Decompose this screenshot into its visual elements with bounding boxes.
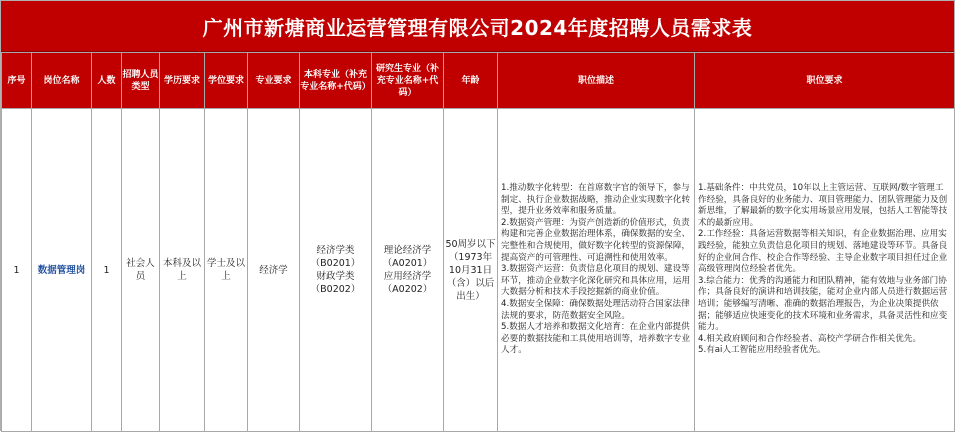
- sheet-title: 广州市新塘商业运营管理有限公司2024年度招聘人员需求表: [1, 1, 954, 52]
- header-major: 专业要求: [248, 53, 300, 109]
- job-req-item: 5.有ai人工智能应用经验者优先。: [698, 345, 826, 356]
- grad-major-line: 应用经济学: [383, 271, 432, 282]
- header-grad-major: 研究生专业（补充专业名称+代码）: [372, 53, 444, 109]
- job-desc-item: 3.数据资产运营：负责信息化项目的规划、建设等环节，推动企业数字化深化研究和具体应用，运用大数据分析和技术手段挖掘新的商业价值。: [501, 264, 691, 298]
- undergrad-major-line: 经济学类: [316, 245, 355, 256]
- header-job-desc: 职位描述: [498, 53, 695, 109]
- cell-age: 50周岁以下（1973年10月31日（含）以后出生）: [444, 109, 498, 432]
- grad-major-line: （A0202）: [382, 284, 433, 295]
- recruitment-table: [1, 52, 955, 432]
- grad-major-line: 理论经济学: [383, 245, 432, 256]
- header-recruit-type: 招聘人员类型: [122, 53, 160, 109]
- undergrad-major-line: 财政学类: [316, 271, 355, 282]
- cell-recruit-type: 社会人员: [122, 109, 160, 432]
- job-req-item: 2.工作经验：具备运营数据等相关知识，有企业数据治理、应用实践经验，能独立负责信息化项目的规划、落地建设等环节。具备良好的企业间合作、校企合作等经验、主导企业数字项目担任过企业高级管理岗位经验者优先。: [698, 229, 948, 275]
- undergrad-major-line: （B0202）: [310, 284, 361, 295]
- job-desc-item: 5.数据人才培养和数据文化培育：在企业内部提供必要的数据技能和工具使用培训等，培养数字专业人才。: [501, 322, 691, 356]
- cell-seq: 1: [2, 109, 32, 432]
- header-degree: 学位要求: [205, 53, 248, 109]
- job-req-item: 1.基础条件：中共党员，10年以上主管运营、互联网/数字管理工作经验，具备良好的业务能力、项目管理能力、团队管理能力及创新思维，了解最新的数字化实用场景应用发展，包括人工智能等技术的最新应用。: [698, 183, 948, 228]
- job-desc-item: 4.数据安全保障：确保数据处理活动符合国家法律法规的要求，防范数据安全风险。: [501, 298, 690, 321]
- header-age: 年龄: [444, 53, 498, 109]
- job-req-item: 4.相关政府顾问和合作经验者、高校产学研合作相关优先。: [698, 333, 922, 344]
- undergrad-major-line: （B0201）: [310, 258, 361, 269]
- table-row: [2, 109, 955, 432]
- grad-major-line: （A0201）: [382, 258, 433, 269]
- header-undergrad-major: 本科专业（补充专业名称+代码）: [300, 53, 372, 109]
- job-req-item: 3.综合能力：优秀的沟通能力和团队精神，能有效地与业务部门协作；具备良好的演讲和培训技能，能对企业内部人员进行数据运营培训；能够编写清晰、准确的数据治理报告，为企业决策提供依据；能够适应快速变化的技术环境和业务需求，具备灵活性和应变能力。: [698, 275, 948, 333]
- cell-post-name: 数据管理岗: [32, 109, 92, 432]
- header-job-req: 职位要求: [695, 53, 955, 109]
- cell-education: 本科及以上: [160, 109, 205, 432]
- cell-count: 1: [92, 109, 122, 432]
- header-post-name: 岗位名称: [32, 53, 92, 109]
- cell-grad-major: [372, 109, 444, 432]
- cell-job-req: [695, 109, 955, 432]
- header-row: [2, 53, 955, 109]
- cell-major: 经济学: [248, 109, 300, 432]
- job-desc-item: 2.数据资产管理：为资产创造新的价值形式，负责构建和完善企业数据治理体系，确保数据的安全、完整性和合规使用，做好数字化转型的资源保障，提高资产的可管理性、可追溯性和使用效率。: [501, 217, 691, 263]
- cell-job-desc: [498, 109, 695, 432]
- job-desc-item: 1.推动数字化转型：在首席数字官的领导下，参与制定、执行企业数据战略，推动企业实现数字化转型，提升业务效率和服务质量。: [501, 183, 691, 217]
- header-seq: 序号: [2, 53, 32, 109]
- header-count: 人数: [92, 53, 122, 109]
- header-education: 学历要求: [160, 53, 205, 109]
- cell-undergrad-major: [300, 109, 372, 432]
- cell-degree: 学士及以上: [205, 109, 248, 432]
